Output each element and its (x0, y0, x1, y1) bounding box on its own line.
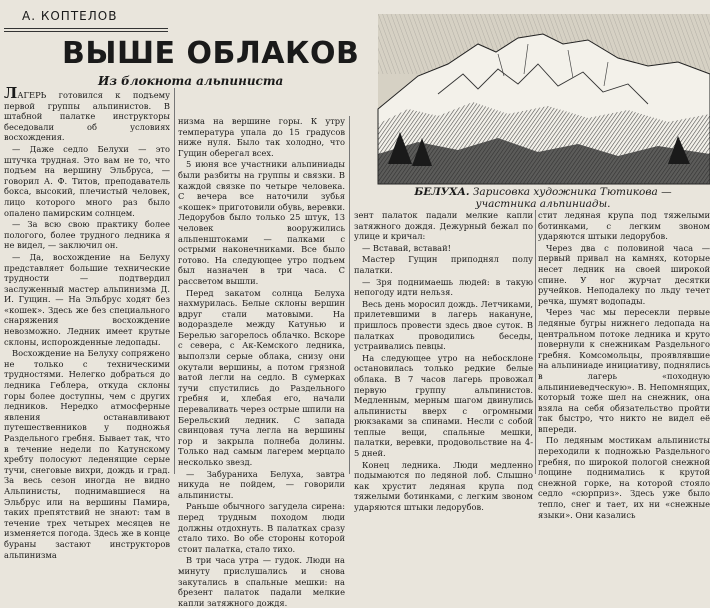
paragraph: — Даже седло Белухи — это штучка трудная. Это вам не то, что подъем на вершину Эльбруса, — говорил А. Ф. Титов, преподаватель бокса, высокий, плечистый человек, лицо которого много раз было опалено памирским солнцем. (4, 143, 170, 218)
paragraph: Восхождение на Белуху сопряжено не только с техническими трудностями. Нелегко добраться до ледника Геблера, откуда склоны горы более доступны, чем с других ледников. Нередко атмосферные явления останавливают путешественников у подножья Раздельного гребня. Бывает так, что в течение недели по Катунскому хребту полосуют леденящие серые тучи, снеговые вихри, дождь и град. За весь сезон иногда не видно Альпинисты, поднимавшиеся на Эльбрус или на вершины Памира, таких препятствий не знают: там в течение трех четырех месяцев не изменяется погода. Здесь же в конце бураны застают инструкторов альпинизма (4, 348, 170, 560)
mountain-sketch (378, 14, 710, 184)
paragraph: — Зря поднимаешь людей: в такую непогоду идти нельзя. (354, 276, 533, 298)
illustration-caption (383, 186, 703, 210)
paragraph: Через час мы пересекли первые ледяные бугры нижнего ледопада на центральном потоке ледника и круто повернули к снежникам Раздельного гребня. Комсомольцы, проявлявшие на альпиниаде инициативу, поднялись в лагерь «походную альпиниеведческую». В. Непомнящих, который тоже шел на снежник, она взяла на себя обязательство пройти так быстро, что никто не видел её впереди. (538, 307, 710, 434)
paragraph: — Забураниха Белуха, завтра никуда не пойдем, — говорили альпинисты. (178, 468, 345, 500)
paragraph: Мастер Гущин приподнял полу палатки. (354, 254, 533, 275)
text-column-4 (538, 210, 710, 520)
paragraph: — Да, восхождение на Белуху представляет большие технические трудности — подтвердил заслуженный мастер альпинизма Д. И. Гущин. — На Эльбрус ходят без «кошек». Здесь же без специального снаряжения восхождение невозможно. Ледник имеет крутые склоны, испорожденные ледопады. (4, 251, 170, 347)
byline-rule (4, 31, 168, 32)
paragraph: 5 июня все участники альпиниады были разбиты на группы и связки. В каждой связке по четыре человека. С вечера все наточили зубья «кошек» приготовили обувь, веревки. Ледорубов было только 25 штук, 13 человек вооружились альпенштоками — палками с острыми наконечниками. Все было готово. На следующее утро подъем был назначен в три часа. С рассветом вышли. (178, 159, 345, 286)
mountain-illustration (378, 14, 710, 184)
column-divider (349, 116, 350, 474)
paragraph: В три часа утра — гудок. Люди на минуту прислушались и снова закутались в спальные мешки: на брезент палаток падали мелкие капли затяжного дождя. (178, 555, 345, 608)
paragraph: зент палаток падали мелкие капли затяжного дождя. Дежурный бежал по улице и кричал: (354, 210, 533, 242)
column-divider (535, 210, 536, 474)
paragraph: стит ледяная крупа под тяжелыми ботинками, с легким звоном ударяются штыки ледорубов. (538, 210, 710, 242)
paragraph: Конец ледника. Люди медленно подымаются по ледяной лоб. Слышно как хрустит ледяная крупа под тяжелыми ботинками, с легким звоном ударяются штыки ледорубов. (354, 459, 533, 513)
paragraph: Через два с половиной часа — первый привал на камнях, которые несет ледник на своей широкой спине. У ног журчат десятки ручейков. Неподалеку по льду течет речка, шумят водопады. (538, 242, 710, 306)
paragraph: Раньше обычного загудела сирена: перед трудным походом люди должны отдохнуть. В палатках сразу стало тихо. Во обе стороны которой стоит палатка, стало тихо. (178, 501, 345, 554)
article-subtitle: Из блокнота альпиниста (98, 74, 284, 88)
text-column-3 (354, 210, 533, 513)
text-column-1 (4, 84, 170, 560)
column-divider (174, 88, 175, 474)
paragraph: ЛАГЕРЬ готовился к подъему первой группы альпинистов. В штабной палатке инструкторы беседовали об условиях восхождения. (4, 84, 170, 143)
paragraph: На следующее утро на небосклоне остановилась только редкие белые облака. В 7 часов лагерь провожал первую группу альпинистов. Медленным, мерным шагом двинулись альпинисты вверх с огромными рюкзаками за спинами. Несли с собой теплые вещи, спальные мешки, палатки, веревки, продовольствие на 4-5 дней. (354, 352, 533, 459)
paragraph: низма на вершине горы. К утру температура упала до 15 градусов ниже нуля. Было так холодно, что Гущин оберегал всех. (178, 116, 345, 158)
paragraph: Перед закатом солнца Белуха нахмурилась. Белые склоны вершин вдруг стали матовыми. На водоразделе между Катунью и Берелью загорелось облачко. Вскоре с севера, с Ак-Кемского ледника, выползли серые облака, снизу они окутали вершины, а потом грязной ватой легли на седло. В сумерках тучи спустились до Раздельного гребня и, хлебая его, начали переваливать через острые шпили на Берельский ледник. С запада свинцовая туча легла на вершины гор и закрыла полнеба долины. Только над самым лагерем мерцало несколько звезд. (178, 287, 345, 467)
author-byline: А. КОПТЕЛОВ (22, 9, 118, 23)
byline-rule (4, 28, 168, 29)
paragraph: По ледяным мостикам альпинисты переходили к подножью Раздельного гребня, по широкой пологой снежной лощине поднимались к крутой снежной горке, на которой стояло седло «сюрприз». Здесь уже было тепло, снег и тает, их ни «снежные языки». Они казались (538, 435, 710, 520)
drop-cap: Л (4, 84, 18, 102)
caption-lead: БЕЛУХА. (414, 186, 470, 198)
paragraph: — За всю свою практику более пологого, более трудного ледника я не видел, — заключил он. (4, 219, 170, 251)
caption-text: Зарисовка художника Тютикова — участника альпиниады. (472, 186, 672, 210)
article-title: ВЫШЕ ОБЛАКОВ (62, 36, 360, 71)
paragraph: — Вставай, вставай! (362, 242, 451, 253)
paragraph: Весь день моросил дождь. Летчиками, прилетевшими в лагерь накануне, пришлось провести здесь двое суток. В палатках проводились беседы, устраивались певцы. (354, 298, 533, 352)
text-column-2 (178, 116, 345, 608)
